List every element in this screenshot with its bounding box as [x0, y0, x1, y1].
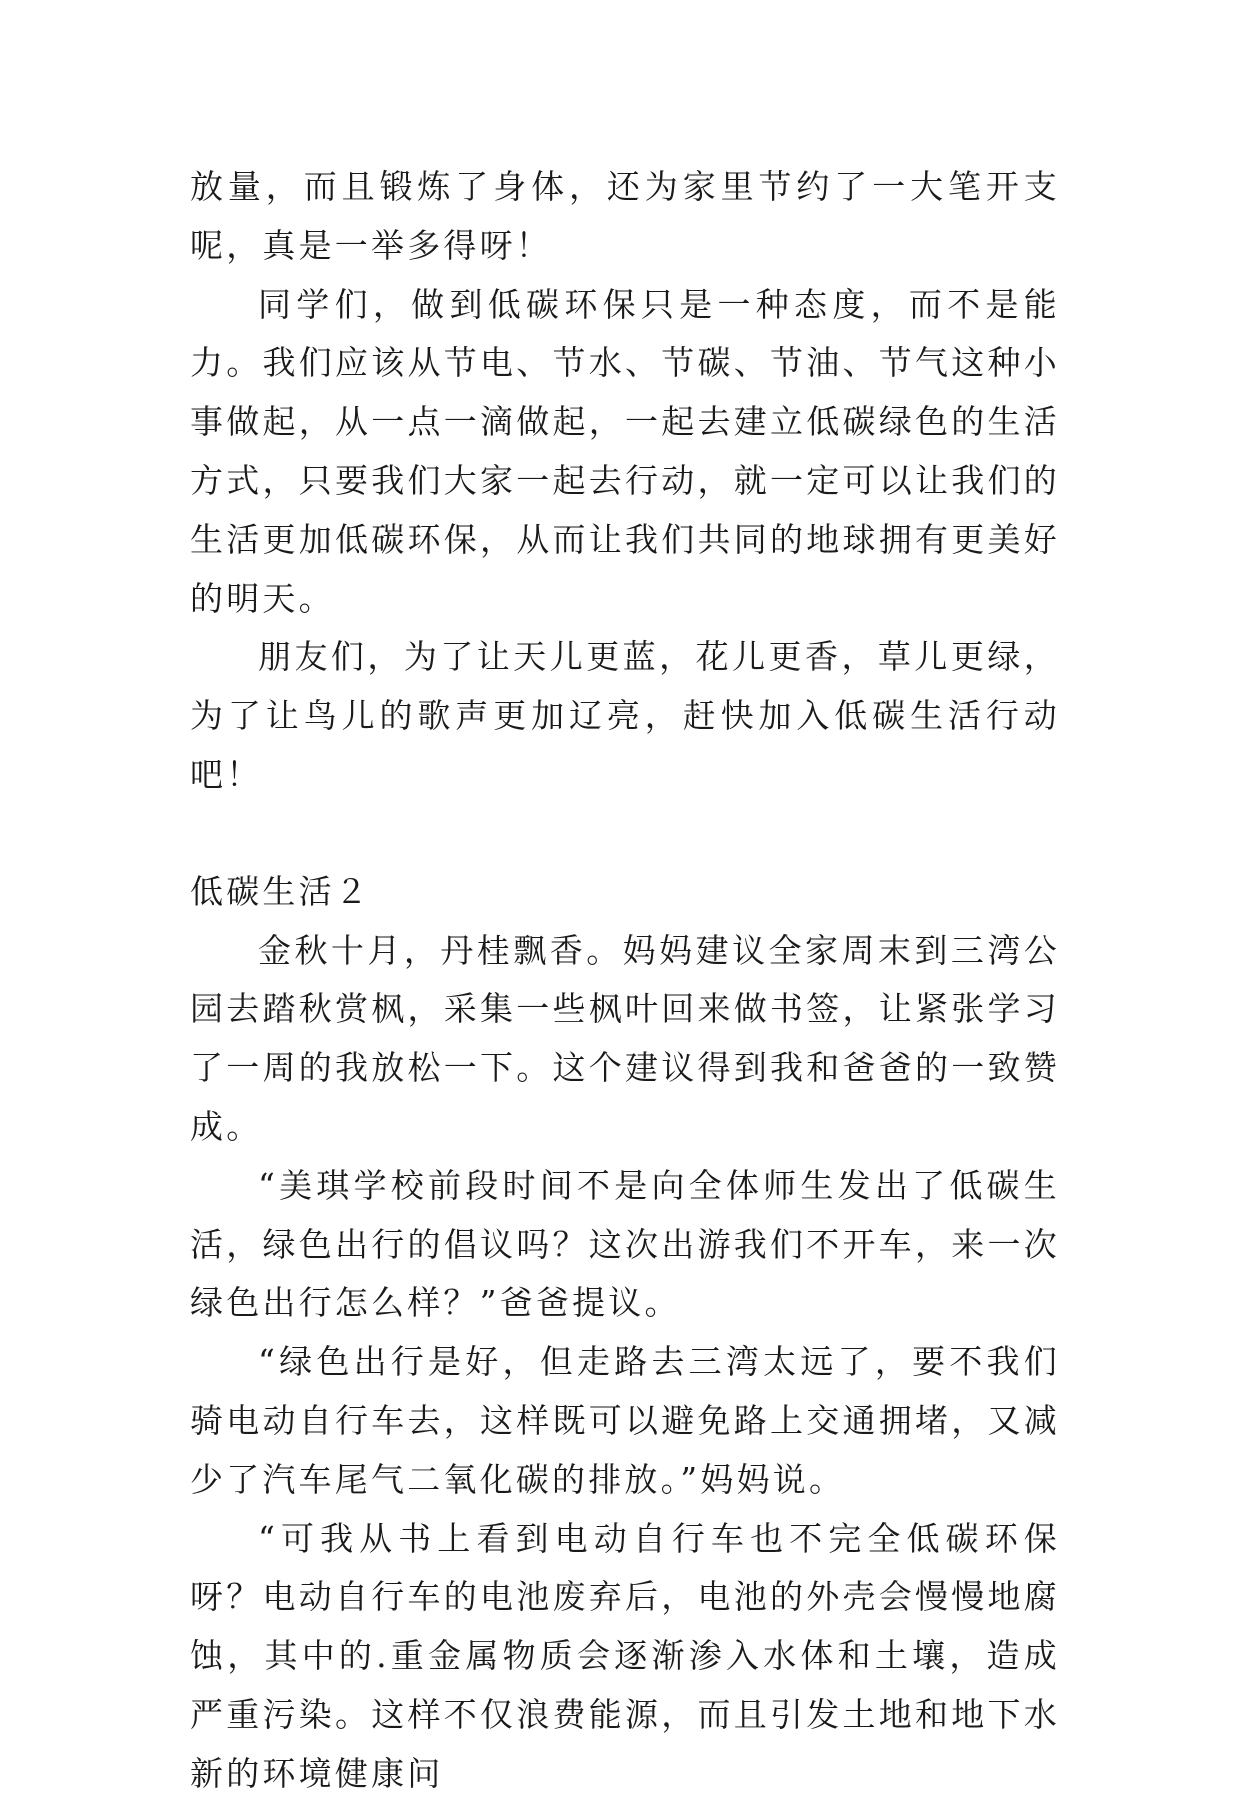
paragraph-continuation: 放量，而且锻炼了身体，还为家里节约了一大笔开支呢，真是一举多得呀！ — [190, 167, 1060, 265]
paragraph: 金秋十月，丹桂飘香。妈妈建议全家周末到三湾公园去踏秋赏枫，采集一些枫叶回来做书签，让紧张学习了一周的我放松一下。这个建议得到我和爸爸的一致赞成。 — [190, 930, 1060, 1146]
document-body — [190, 158, 1060, 1804]
paragraph: “绿色出行是好，但走路去三湾太远了，要不我们骑电动自行车去，这样既可以避免路上交通拥堵，又减少了汽车尾气二氧化碳的排放。”妈妈说。 — [190, 1342, 1060, 1499]
paragraph: “美琪学校前段时间不是向全体师生发出了低碳生活，绿色出行的倡议吗？这次出游我们不开车，来一次绿色出行怎么样？”爸爸提议。 — [190, 1165, 1060, 1323]
section-title: 低碳生活２ — [190, 871, 371, 911]
paragraph: 朋友们，为了让天儿更蓝，花儿更香，草儿更绿，为了让鸟儿的歌声更加辽亮，赶快加入低碳生活行动吧！ — [190, 637, 1060, 794]
paragraph: 同学们，做到低碳环保只是一种态度，而不是能力。我们应该从节电、节水、节碳、节油、节气这种小事做起，从一点一滴做起，一起去建立低碳绿色的生活方式，只要我们大家一起去行动，就一定可以让我们的生活更加低碳环保，从而让我们共同的地球拥有更美好的明天。 — [190, 284, 1060, 618]
paragraph: “可我从书上看到电动自行车也不完全低碳环保呀？电动自行车的电池废弃后，电池的外壳会慢慢地腐蚀，其中的.重金属物质会逐渐渗入水体和土壤，造成严重污染。这样不仅浪费能源，而且引发土地和地下水新的环境健康问 — [190, 1518, 1060, 1793]
